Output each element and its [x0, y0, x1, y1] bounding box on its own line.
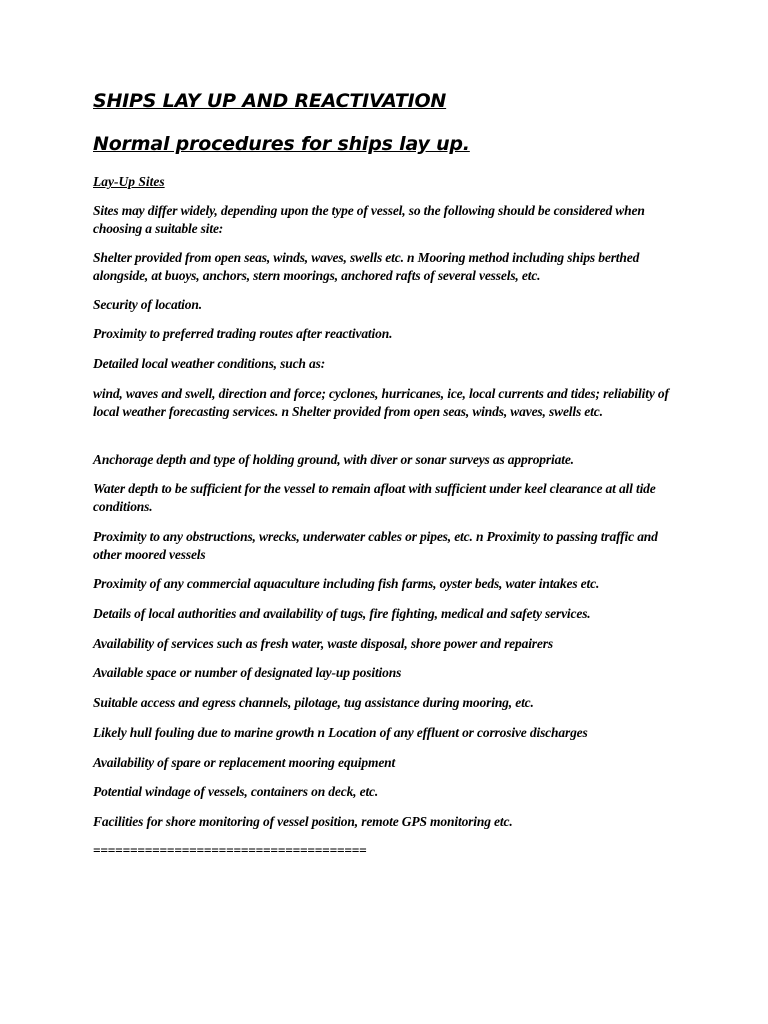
paragraph-space: Available space or number of designated lay-up positions	[93, 665, 402, 680]
section-label: Lay-Up Sites	[93, 174, 165, 189]
paragraph-aquaculture: Proximity of any commercial aquaculture including fish farms, oyster beds, water intakes etc.	[93, 576, 600, 591]
paragraph-weather: Detailed local weather conditions, such as:	[93, 356, 326, 371]
paragraph-sites-intro: Sites may differ widely, depending upon the type of vessel, so the following should be considered when choosing a suitable site:	[93, 203, 645, 236]
document-title: SHIPS LAY UP AND REACTIVATION	[93, 90, 447, 112]
paragraph-hull-fouling: Likely hull fouling due to marine growth n Location of any effluent or corrosive discharges	[93, 725, 588, 740]
document-subtitle: Normal procedures for ships lay up.	[93, 133, 470, 155]
paragraph-shelter-mooring: Shelter provided from open seas, winds, waves, swells etc. n Mooring method including ships berthed alongside, at buoys, anchors, stern moorings, anchored rafts of several vessels, etc.	[93, 250, 640, 283]
paragraph-anchorage: Anchorage depth and type of holding ground, with diver or sonar surveys as appropriate.	[93, 452, 574, 467]
paragraph-monitoring: Facilities for shore monitoring of vessel position, remote GPS monitoring etc.	[93, 814, 513, 829]
divider-line: =====================================	[93, 843, 367, 858]
paragraph-windage: Potential windage of vessels, containers on deck, etc.	[93, 784, 379, 799]
paragraph-local-authorities: Details of local authorities and availability of tugs, fire fighting, medical and safety services.	[93, 606, 591, 621]
paragraph-wind-waves: wind, waves and swell, direction and force; cyclones, hurricanes, ice, local currents and tides; reliability of local weather forecasting services. n Shelter provided from open seas, winds, waves, swells etc.	[93, 386, 669, 419]
paragraph-spare-equipment: Availability of spare or replacement mooring equipment	[93, 755, 396, 770]
paragraph-access: Suitable access and egress channels, pilotage, tug assistance during mooring, etc.	[93, 695, 534, 710]
paragraph-services: Availability of services such as fresh water, waste disposal, shore power and repairers	[93, 636, 553, 651]
paragraph-water-depth: Water depth to be sufficient for the vessel to remain afloat with sufficient under keel clearance at all tide conditions.	[93, 481, 656, 514]
paragraph-trading-routes: Proximity to preferred trading routes after reactivation.	[93, 326, 393, 341]
paragraph-security: Security of location.	[93, 297, 202, 312]
paragraph-obstructions: Proximity to any obstructions, wrecks, underwater cables or pipes, etc. n Proximity to passing traffic and other moored vessels	[93, 529, 658, 562]
